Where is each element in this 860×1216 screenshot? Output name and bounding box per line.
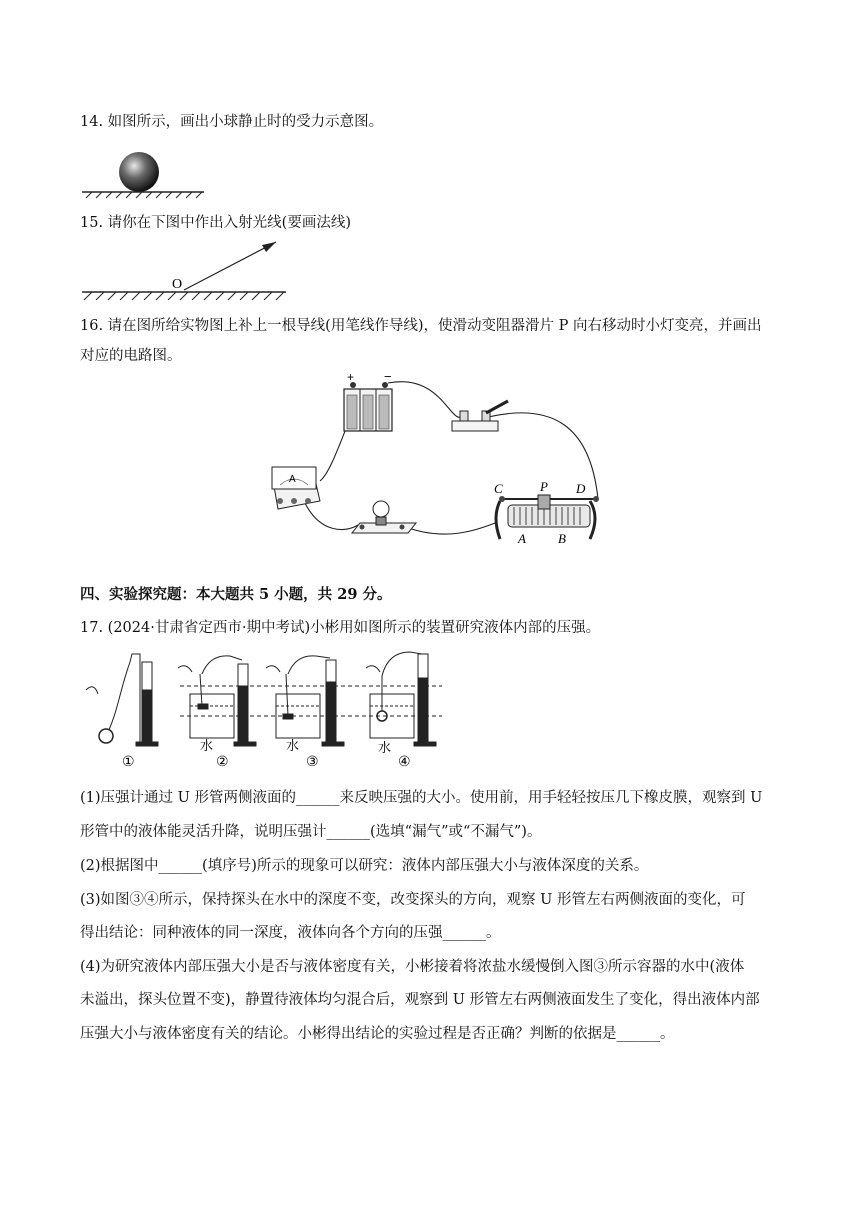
section-heading: 四、实验探究题：本大题共 5 小题，共 29 分。: [80, 586, 392, 603]
battery-minus-label: −: [384, 369, 392, 384]
battery: [344, 382, 392, 431]
q17-stem: 17. (2024·甘肃省定西市·期中考试)小彬用如图所示的装置研究液体内部的压强。: [80, 620, 601, 636]
point-o-label: O: [172, 277, 183, 292]
setup-1: [86, 654, 158, 746]
rheostat-a-label: A: [518, 531, 526, 546]
q15-figure: [80, 238, 290, 304]
q16-text-line1: 16. 请在图所给实物图上补上一根导线(用笔线作导线)，使滑动变阻器滑片 P 向右移动时小灯变亮，并画出: [80, 318, 762, 334]
water-label-4: 水: [378, 741, 392, 756]
rheostat-b-label: B: [558, 531, 566, 546]
rheostat-p-label: P: [540, 479, 548, 494]
switch: [452, 401, 508, 431]
ray-arrowhead: [262, 242, 276, 252]
rheostat-d-label: D: [576, 481, 586, 496]
bulb: [352, 501, 416, 533]
reflected-ray: [184, 242, 276, 290]
setup-2: [178, 656, 256, 746]
figure-label-3: ③: [306, 754, 319, 770]
rheostat-c-label: C: [494, 481, 503, 496]
water-label-2: 水: [200, 739, 214, 754]
q17-part4-line2: 未溢出，探头位置不变)，静置待液体均匀混合后，观察到 U 形管左右两侧液面发生了变化，得出液体内部: [80, 992, 760, 1008]
q17-part3-line2: 得出结论：同种液体的同一深度，液体向各个方向的压强______。: [80, 925, 501, 941]
q17-part1-line1: (1)压强计通过 U 形管两侧液面的______来反映压强的大小。使用前，用手轻轻按压几下橡皮膜，观察到 U: [80, 790, 763, 806]
setup-4: [366, 652, 436, 746]
rheostat: [496, 495, 599, 539]
ground-hatch: [86, 192, 202, 198]
ball: [119, 152, 159, 192]
circuit-figure: [250, 369, 630, 553]
q17-part1-line2: 形管中的液体能灵活升降，说明压强计______(选填“漏气”或“不漏气”)。: [80, 824, 542, 840]
q14-figure: [80, 150, 210, 200]
q17-part2: (2)根据图中______(填序号)所示的现象可以研究：液体内部压强大小与液体深度的关系。: [80, 858, 649, 874]
q17-part4-line3: 压强大小与液体密度有关的结论。小彬得出结论的实验过程是否正确？判断的依据是______。: [80, 1026, 675, 1042]
water-label-3: 水: [286, 739, 300, 754]
figure-label-4: ④: [398, 754, 411, 770]
battery-plus-label: +: [347, 370, 355, 384]
q14-text: 14. 如图所示，画出小球静止时的受力示意图。: [80, 114, 384, 130]
ammeter: [272, 467, 320, 509]
mirror-hatch: [84, 292, 284, 300]
figure-label-2: ②: [216, 754, 229, 770]
pressure-figure: [80, 650, 450, 770]
q17-part4-line1: (4)为研究液体内部压强大小是否与液体密度有关，小彬接着将浓盐水缓慢倒入图③所示容器的水中(液体: [80, 959, 745, 975]
figure-label-1: ①: [122, 754, 135, 770]
ammeter-label: A: [289, 474, 296, 485]
q16-text-line2: 对应的电路图。: [80, 348, 182, 364]
q17-part3-line1: (3)如图③④所示，保持探头在水中的深度不变，改变探头的方向，观察 U 形管左右两侧液面的变化，可: [80, 892, 746, 908]
setup-3: [266, 656, 344, 746]
q15-text: 15. 请你在下图中作出入射光线(要画法线): [80, 215, 351, 231]
